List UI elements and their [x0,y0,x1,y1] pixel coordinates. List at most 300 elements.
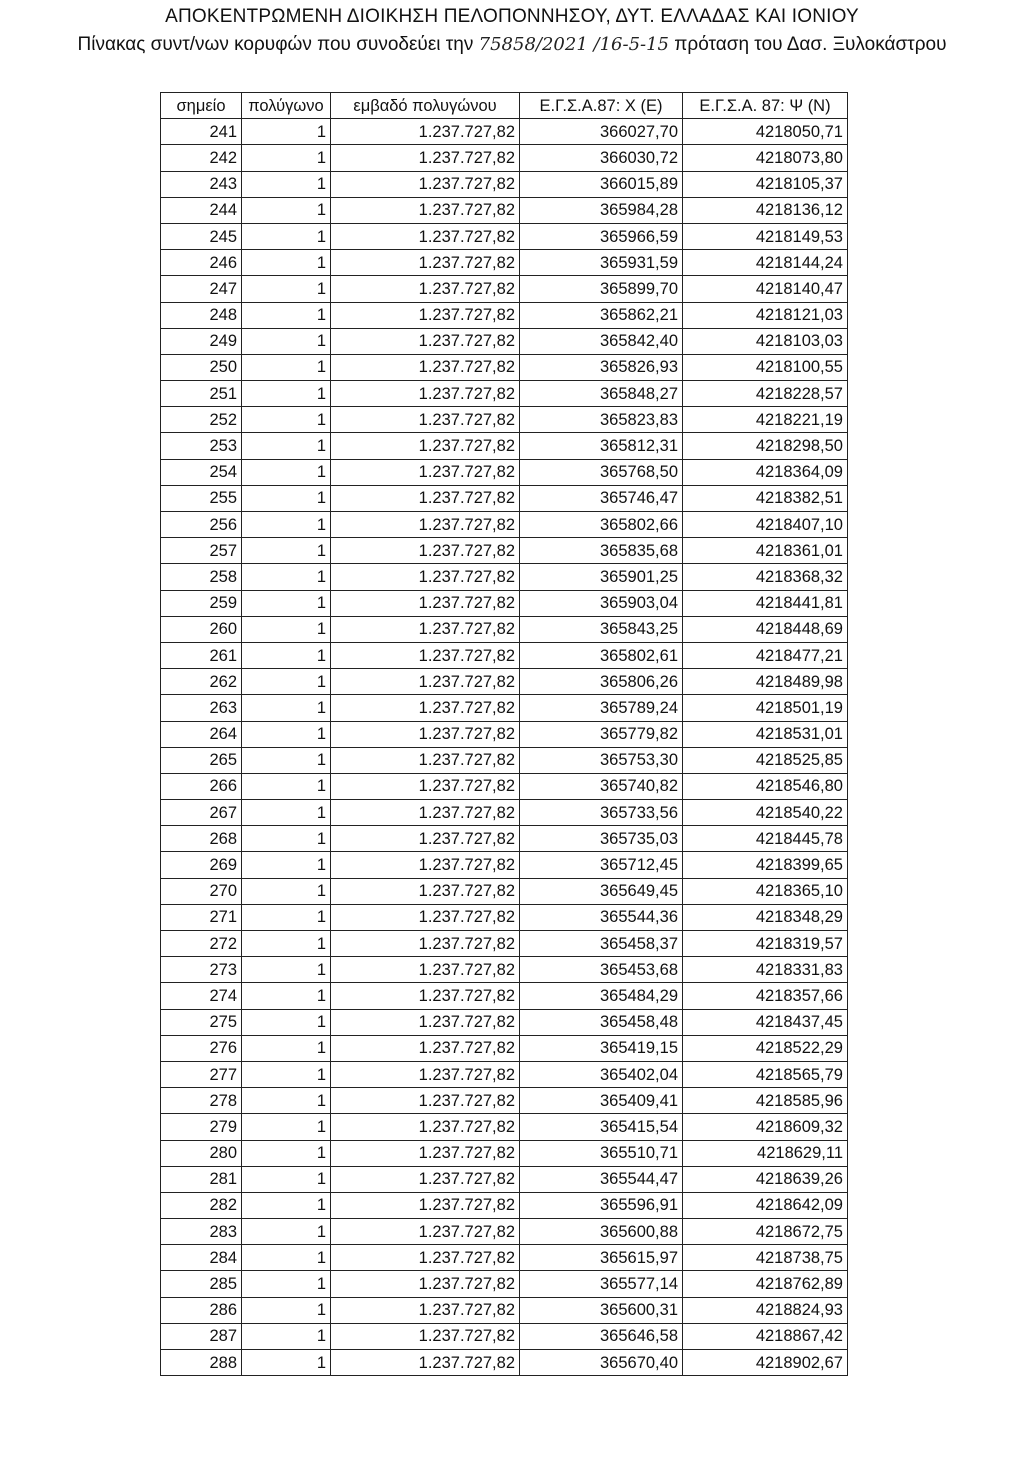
table-row [161,250,848,276]
table-row [161,433,848,459]
cell-y: 4218585,96 [683,1088,848,1114]
cell-x: 365600,31 [520,1297,683,1323]
cell-y: 4218445,78 [683,826,848,852]
table-row [161,302,848,328]
cell-area: 1.237.727,82 [331,878,520,904]
cell-x: 365984,28 [520,197,683,223]
cell-polygon: 1 [242,381,331,407]
cell-point: 253 [161,433,242,459]
cell-x: 365544,36 [520,904,683,930]
cell-polygon: 1 [242,1297,331,1323]
cell-point: 269 [161,852,242,878]
column-header-area: εμβαδό πολυγώνου [331,93,520,119]
cell-area: 1.237.727,82 [331,171,520,197]
cell-y: 4218762,89 [683,1271,848,1297]
cell-point: 267 [161,800,242,826]
cell-polygon: 1 [242,512,331,538]
cell-area: 1.237.727,82 [331,1271,520,1297]
cell-y: 4218348,29 [683,904,848,930]
cell-point: 276 [161,1035,242,1061]
cell-x: 365835,68 [520,538,683,564]
cell-y: 4218357,66 [683,983,848,1009]
cell-x: 365802,61 [520,642,683,668]
cell-point: 252 [161,407,242,433]
table-row [161,485,848,511]
cell-x: 365806,26 [520,669,683,695]
cell-polygon: 1 [242,328,331,354]
cell-x: 365768,50 [520,459,683,485]
cell-area: 1.237.727,82 [331,328,520,354]
cell-point: 259 [161,590,242,616]
cell-y: 4218609,32 [683,1114,848,1140]
cell-area: 1.237.727,82 [331,485,520,511]
cell-area: 1.237.727,82 [331,1009,520,1035]
cell-polygon: 1 [242,826,331,852]
cell-y: 4218501,19 [683,695,848,721]
cell-polygon: 1 [242,276,331,302]
cell-polygon: 1 [242,1271,331,1297]
table-row [161,695,848,721]
table-row [161,826,848,852]
table-row [161,1297,848,1323]
cell-point: 282 [161,1192,242,1218]
table-row [161,721,848,747]
cell-area: 1.237.727,82 [331,381,520,407]
cell-area: 1.237.727,82 [331,1114,520,1140]
cell-area: 1.237.727,82 [331,223,520,249]
cell-polygon: 1 [242,538,331,564]
cell-x: 365453,68 [520,957,683,983]
cell-area: 1.237.727,82 [331,773,520,799]
cell-y: 4218672,75 [683,1219,848,1245]
cell-polygon: 1 [242,354,331,380]
cell-polygon: 1 [242,407,331,433]
cell-y: 4218368,32 [683,564,848,590]
table-row [161,1009,848,1035]
cell-polygon: 1 [242,250,331,276]
cell-x: 365740,82 [520,773,683,799]
cell-y: 4218565,79 [683,1061,848,1087]
cell-area: 1.237.727,82 [331,931,520,957]
cell-x: 365409,41 [520,1088,683,1114]
cell-x: 365802,66 [520,512,683,538]
column-header-point: σημείο [161,93,242,119]
cell-x: 366030,72 [520,145,683,171]
cell-y: 4218298,50 [683,433,848,459]
cell-x: 365596,91 [520,1192,683,1218]
cell-point: 262 [161,669,242,695]
cell-area: 1.237.727,82 [331,145,520,171]
table-row [161,1271,848,1297]
cell-area: 1.237.727,82 [331,512,520,538]
cell-polygon: 1 [242,800,331,826]
table-row [161,1140,848,1166]
table-row [161,407,848,433]
cell-area: 1.237.727,82 [331,119,520,145]
cell-y: 4218073,80 [683,145,848,171]
table-row [161,1166,848,1192]
cell-x: 365649,45 [520,878,683,904]
cell-point: 279 [161,1114,242,1140]
cell-y: 4218437,45 [683,1009,848,1035]
table-row [161,852,848,878]
column-header-x: Ε.Γ.Σ.Α.87: Χ (Ε) [520,93,683,119]
cell-point: 254 [161,459,242,485]
cell-point: 263 [161,695,242,721]
table-row [161,642,848,668]
cell-area: 1.237.727,82 [331,459,520,485]
cell-point: 251 [161,381,242,407]
table-row [161,223,848,249]
cell-x: 365843,25 [520,616,683,642]
cell-point: 280 [161,1140,242,1166]
table-row [161,669,848,695]
table-row [161,354,848,380]
table-row [161,276,848,302]
table-row [161,1219,848,1245]
table-row [161,1350,848,1376]
document-subtitle [0,34,1024,56]
cell-polygon: 1 [242,1140,331,1166]
cell-polygon: 1 [242,931,331,957]
cell-area: 1.237.727,82 [331,852,520,878]
cell-area: 1.237.727,82 [331,250,520,276]
cell-area: 1.237.727,82 [331,1245,520,1271]
table-row [161,773,848,799]
cell-y: 4218477,21 [683,642,848,668]
cell-point: 261 [161,642,242,668]
cell-x: 365931,59 [520,250,683,276]
cell-y: 4218221,19 [683,407,848,433]
table-row [161,381,848,407]
cell-x: 366027,70 [520,119,683,145]
cell-point: 243 [161,171,242,197]
cell-y: 4218136,12 [683,197,848,223]
table-row [161,983,848,1009]
cell-point: 275 [161,1009,242,1035]
cell-y: 4218522,29 [683,1035,848,1061]
table-row [161,1061,848,1087]
table-row [161,564,848,590]
cell-y: 4218365,10 [683,878,848,904]
cell-x: 365600,88 [520,1219,683,1245]
cell-x: 365903,04 [520,590,683,616]
cell-point: 285 [161,1271,242,1297]
table-row [161,145,848,171]
cell-y: 4218448,69 [683,616,848,642]
cell-x: 365966,59 [520,223,683,249]
cell-x: 365826,93 [520,354,683,380]
cell-point: 265 [161,747,242,773]
cell-y: 4218105,37 [683,171,848,197]
cell-point: 256 [161,512,242,538]
table-row [161,800,848,826]
cell-point: 257 [161,538,242,564]
cell-x: 365458,37 [520,931,683,957]
cell-point: 268 [161,826,242,852]
cell-area: 1.237.727,82 [331,538,520,564]
cell-polygon: 1 [242,459,331,485]
cell-point: 241 [161,119,242,145]
cell-polygon: 1 [242,721,331,747]
column-header-y: Ε.Γ.Σ.Α. 87: Ψ (Ν) [683,93,848,119]
cell-polygon: 1 [242,485,331,511]
table-row [161,1088,848,1114]
cell-point: 278 [161,1088,242,1114]
cell-point: 245 [161,223,242,249]
table-row [161,1035,848,1061]
table-row [161,119,848,145]
cell-area: 1.237.727,82 [331,1035,520,1061]
table-row [161,1245,848,1271]
cell-point: 274 [161,983,242,1009]
cell-x: 365415,54 [520,1114,683,1140]
cell-area: 1.237.727,82 [331,747,520,773]
cell-point: 271 [161,904,242,930]
cell-point: 246 [161,250,242,276]
cell-x: 365746,47 [520,485,683,511]
cell-x: 365419,15 [520,1035,683,1061]
cell-x: 365733,56 [520,800,683,826]
cell-point: 266 [161,773,242,799]
cell-x: 365848,27 [520,381,683,407]
cell-y: 4218540,22 [683,800,848,826]
cell-area: 1.237.727,82 [331,721,520,747]
cell-x: 365615,97 [520,1245,683,1271]
cell-x: 365842,40 [520,328,683,354]
cell-polygon: 1 [242,852,331,878]
cell-polygon: 1 [242,904,331,930]
cell-polygon: 1 [242,1166,331,1192]
cell-polygon: 1 [242,171,331,197]
cell-x: 365458,48 [520,1009,683,1035]
cell-point: 288 [161,1350,242,1376]
cell-polygon: 1 [242,433,331,459]
cell-x: 365862,21 [520,302,683,328]
cell-area: 1.237.727,82 [331,957,520,983]
cell-point: 286 [161,1297,242,1323]
cell-polygon: 1 [242,1192,331,1218]
handwritten-reference: 75858/2021 /16-5-15 [478,34,670,55]
cell-point: 250 [161,354,242,380]
cell-point: 272 [161,931,242,957]
cell-polygon: 1 [242,564,331,590]
cell-area: 1.237.727,82 [331,669,520,695]
cell-polygon: 1 [242,1219,331,1245]
cell-x: 365901,25 [520,564,683,590]
cell-point: 273 [161,957,242,983]
table-row [161,1323,848,1349]
table-header-row [161,93,848,119]
cell-y: 4218489,98 [683,669,848,695]
cell-point: 270 [161,878,242,904]
cell-area: 1.237.727,82 [331,1219,520,1245]
coordinates-table [160,92,848,1376]
cell-y: 4218382,51 [683,485,848,511]
cell-x: 365670,40 [520,1350,683,1376]
cell-x: 366015,89 [520,171,683,197]
subtitle-prefix: Πίνακας συντ/νων κορυφών που συνοδεύει την [77,34,474,55]
cell-area: 1.237.727,82 [331,642,520,668]
cell-x: 365577,14 [520,1271,683,1297]
cell-y: 4218121,03 [683,302,848,328]
table-row [161,1192,848,1218]
cell-area: 1.237.727,82 [331,564,520,590]
cell-polygon: 1 [242,695,331,721]
cell-x: 365646,58 [520,1323,683,1349]
cell-polygon: 1 [242,1350,331,1376]
cell-polygon: 1 [242,957,331,983]
table-row [161,931,848,957]
cell-polygon: 1 [242,773,331,799]
cell-x: 365753,30 [520,747,683,773]
cell-point: 242 [161,145,242,171]
cell-area: 1.237.727,82 [331,590,520,616]
cell-point: 247 [161,276,242,302]
cell-polygon: 1 [242,878,331,904]
table-body [161,119,848,1376]
cell-polygon: 1 [242,302,331,328]
cell-area: 1.237.727,82 [331,904,520,930]
cell-polygon: 1 [242,616,331,642]
cell-x: 365789,24 [520,695,683,721]
cell-y: 4218228,57 [683,381,848,407]
cell-y: 4218364,09 [683,459,848,485]
cell-point: 281 [161,1166,242,1192]
cell-x: 365899,70 [520,276,683,302]
cell-polygon: 1 [242,590,331,616]
cell-polygon: 1 [242,1035,331,1061]
cell-area: 1.237.727,82 [331,1061,520,1087]
cell-y: 4218331,83 [683,957,848,983]
table-row [161,171,848,197]
cell-point: 260 [161,616,242,642]
cell-area: 1.237.727,82 [331,1192,520,1218]
cell-y: 4218407,10 [683,512,848,538]
table-row [161,747,848,773]
cell-y: 4218399,65 [683,852,848,878]
cell-x: 365779,82 [520,721,683,747]
cell-point: 255 [161,485,242,511]
table-row [161,957,848,983]
cell-y: 4218738,75 [683,1245,848,1271]
cell-y: 4218531,01 [683,721,848,747]
cell-x: 365402,04 [520,1061,683,1087]
cell-area: 1.237.727,82 [331,1297,520,1323]
cell-polygon: 1 [242,747,331,773]
cell-polygon: 1 [242,1088,331,1114]
table-row [161,878,848,904]
table-row [161,459,848,485]
cell-y: 4218441,81 [683,590,848,616]
table-row [161,197,848,223]
cell-point: 248 [161,302,242,328]
table-row [161,590,848,616]
cell-point: 258 [161,564,242,590]
cell-area: 1.237.727,82 [331,276,520,302]
cell-area: 1.237.727,82 [331,197,520,223]
cell-polygon: 1 [242,1323,331,1349]
cell-area: 1.237.727,82 [331,1088,520,1114]
cell-x: 365812,31 [520,433,683,459]
cell-polygon: 1 [242,119,331,145]
cell-y: 4218642,09 [683,1192,848,1218]
document-title: ΑΠΟΚΕΝΤΡΩΜΕΝΗ ΔΙΟΙΚΗΣΗ ΠΕΛΟΠΟΝΝΗΣΟΥ, ΔΥΤ. ΕΛΛΑΔΑΣ ΚΑΙ ΙΟΝΙΟΥ [165,6,859,27]
cell-polygon: 1 [242,1245,331,1271]
cell-polygon: 1 [242,197,331,223]
cell-x: 365712,45 [520,852,683,878]
cell-area: 1.237.727,82 [331,433,520,459]
cell-polygon: 1 [242,223,331,249]
cell-polygon: 1 [242,145,331,171]
subtitle-suffix: πρόταση του Δασ. Ξυλοκάστρου [674,34,947,55]
cell-point: 277 [161,1061,242,1087]
cell-y: 4218149,53 [683,223,848,249]
table-row [161,1114,848,1140]
cell-x: 365823,83 [520,407,683,433]
cell-y: 4218525,85 [683,747,848,773]
cell-area: 1.237.727,82 [331,1166,520,1192]
cell-polygon: 1 [242,983,331,1009]
column-header-polygon: πολύγωνο [242,93,331,119]
cell-area: 1.237.727,82 [331,695,520,721]
cell-x: 365510,71 [520,1140,683,1166]
cell-y: 4218639,26 [683,1166,848,1192]
cell-y: 4218103,03 [683,328,848,354]
cell-x: 365735,03 [520,826,683,852]
cell-area: 1.237.727,82 [331,1140,520,1166]
cell-area: 1.237.727,82 [331,826,520,852]
cell-area: 1.237.727,82 [331,800,520,826]
cell-point: 264 [161,721,242,747]
cell-point: 284 [161,1245,242,1271]
cell-point: 283 [161,1219,242,1245]
cell-polygon: 1 [242,642,331,668]
cell-area: 1.237.727,82 [331,616,520,642]
cell-y: 4218629,11 [683,1140,848,1166]
table-row [161,538,848,564]
cell-y: 4218319,57 [683,931,848,957]
cell-area: 1.237.727,82 [331,302,520,328]
table-row [161,616,848,642]
cell-y: 4218867,42 [683,1323,848,1349]
cell-y: 4218100,55 [683,354,848,380]
cell-x: 365484,29 [520,983,683,1009]
table-row [161,328,848,354]
cell-point: 249 [161,328,242,354]
cell-point: 244 [161,197,242,223]
cell-y: 4218050,71 [683,119,848,145]
cell-area: 1.237.727,82 [331,354,520,380]
cell-y: 4218824,93 [683,1297,848,1323]
cell-area: 1.237.727,82 [331,1350,520,1376]
cell-area: 1.237.727,82 [331,1323,520,1349]
table-row [161,512,848,538]
cell-area: 1.237.727,82 [331,983,520,1009]
cell-x: 365544,47 [520,1166,683,1192]
cell-polygon: 1 [242,1114,331,1140]
table-row [161,904,848,930]
cell-y: 4218144,24 [683,250,848,276]
cell-y: 4218546,80 [683,773,848,799]
cell-y: 4218902,67 [683,1350,848,1376]
cell-point: 287 [161,1323,242,1349]
cell-y: 4218140,47 [683,276,848,302]
cell-area: 1.237.727,82 [331,407,520,433]
cell-y: 4218361,01 [683,538,848,564]
cell-polygon: 1 [242,669,331,695]
cell-polygon: 1 [242,1009,331,1035]
